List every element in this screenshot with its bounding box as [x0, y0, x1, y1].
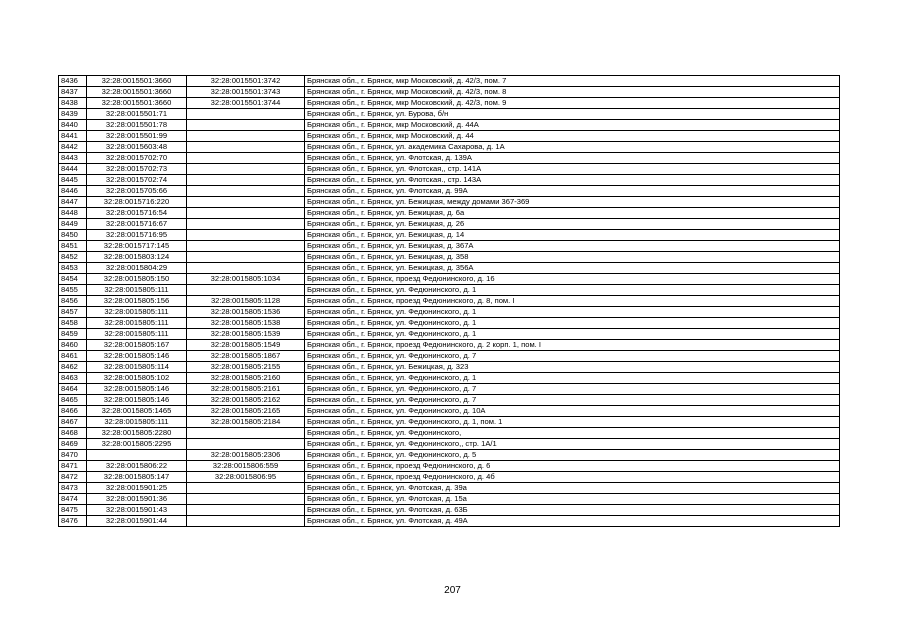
table-row	[59, 362, 840, 373]
address-cell: Брянская обл., г. Брянск, ул. Федюнинского, д. 1	[305, 373, 840, 384]
cadastral-number-cell: 32:28:0015805:146	[87, 395, 187, 406]
object-cadastral-number-cell	[187, 494, 305, 505]
row-number-cell: 8476	[59, 516, 87, 527]
cadastral-number-cell: 32:28:0015901:25	[87, 483, 187, 494]
address-cell: Брянская обл., г. Брянск, ул. Флотская, д. 63Б	[305, 505, 840, 516]
address-cell: Брянская обл., г. Брянск, ул. Федюнинского,	[305, 428, 840, 439]
object-cadastral-number-cell: 32:28:0015805:2162	[187, 395, 305, 406]
address-cell: Брянская обл., г. Брянск, ул. Бежицкая, д. 367А	[305, 241, 840, 252]
object-cadastral-number-cell: 32:28:0015501:3743	[187, 87, 305, 98]
object-cadastral-number-cell	[187, 230, 305, 241]
table-row	[59, 340, 840, 351]
object-cadastral-number-cell	[187, 219, 305, 230]
address-cell: Брянская обл., г. Брянск, ул. Федюнинского, д. 10А	[305, 406, 840, 417]
row-number-cell: 8462	[59, 362, 87, 373]
cadastral-number-cell: 32:28:0015901:44	[87, 516, 187, 527]
address-cell: Брянская обл., г. Брянск, ул. Бежицкая, д. 6а	[305, 208, 840, 219]
table-row	[59, 494, 840, 505]
object-cadastral-number-cell: 32:28:0015805:1539	[187, 329, 305, 340]
cadastral-number-cell: 32:28:0015501:78	[87, 120, 187, 131]
object-cadastral-number-cell	[187, 505, 305, 516]
row-number-cell: 8463	[59, 373, 87, 384]
row-number-cell: 8469	[59, 439, 87, 450]
row-number-cell: 8441	[59, 131, 87, 142]
address-cell: Брянская обл., г. Брянск, ул. Бежицкая, д. 356А	[305, 263, 840, 274]
cadastral-number-cell: 32:28:0015805:111	[87, 307, 187, 318]
table-row	[59, 450, 840, 461]
table-row	[59, 109, 840, 120]
row-number-cell: 8475	[59, 505, 87, 516]
address-cell: Брянская обл., г. Брянск, мкр Московский, д. 42/3, пом. 7	[305, 76, 840, 87]
row-number-cell: 8454	[59, 274, 87, 285]
row-number-cell: 8468	[59, 428, 87, 439]
cadastral-number-cell: 32:28:0015702:70	[87, 153, 187, 164]
object-cadastral-number-cell: 32:28:0015805:2306	[187, 450, 305, 461]
table-row	[59, 263, 840, 274]
cadastral-number-cell: 32:28:0015805:102	[87, 373, 187, 384]
row-number-cell: 8460	[59, 340, 87, 351]
row-number-cell: 8438	[59, 98, 87, 109]
table-row	[59, 439, 840, 450]
row-number-cell: 8449	[59, 219, 87, 230]
table-row	[59, 373, 840, 384]
object-cadastral-number-cell: 32:28:0015805:1536	[187, 307, 305, 318]
cadastral-number-cell: 32:28:0015804:29	[87, 263, 187, 274]
row-number-cell: 8470	[59, 450, 87, 461]
table-row	[59, 516, 840, 527]
table-row	[59, 395, 840, 406]
registry-table	[58, 75, 840, 527]
address-cell: Брянская обл., г. Брянск, проезд Федюнинского, д. 4б	[305, 472, 840, 483]
table-row	[59, 417, 840, 428]
cadastral-number-cell: 32:28:0015501:3660	[87, 76, 187, 87]
table-row	[59, 351, 840, 362]
cadastral-number-cell: 32:28:0015805:111	[87, 417, 187, 428]
cadastral-number-cell: 32:28:0015805:150	[87, 274, 187, 285]
object-cadastral-number-cell: 32:28:0015805:1538	[187, 318, 305, 329]
object-cadastral-number-cell: 32:28:0015805:2160	[187, 373, 305, 384]
page-number: 207	[444, 585, 461, 596]
address-cell: Брянская обл., г. Брянск, ул. Флотская, д. 49А	[305, 516, 840, 527]
row-number-cell: 8440	[59, 120, 87, 131]
object-cadastral-number-cell: 32:28:0015805:1549	[187, 340, 305, 351]
row-number-cell: 8450	[59, 230, 87, 241]
cadastral-number-cell: 32:28:0015805:1465	[87, 406, 187, 417]
object-cadastral-number-cell	[187, 439, 305, 450]
row-number-cell: 8456	[59, 296, 87, 307]
table-row	[59, 307, 840, 318]
row-number-cell: 8473	[59, 483, 87, 494]
row-number-cell: 8474	[59, 494, 87, 505]
row-number-cell: 8453	[59, 263, 87, 274]
cadastral-number-cell: 32:28:0015805:2280	[87, 428, 187, 439]
cadastral-number-cell: 32:28:0015501:3660	[87, 98, 187, 109]
cadastral-number-cell: 32:28:0015805:146	[87, 384, 187, 395]
cadastral-number-cell: 32:28:0015716:54	[87, 208, 187, 219]
table-row	[59, 175, 840, 186]
object-cadastral-number-cell: 32:28:0015805:1867	[187, 351, 305, 362]
row-number-cell: 8466	[59, 406, 87, 417]
object-cadastral-number-cell	[187, 164, 305, 175]
table-row	[59, 164, 840, 175]
address-cell: Брянская обл., г. Брянск, ул. Флотская, д. 15а	[305, 494, 840, 505]
table-row	[59, 384, 840, 395]
address-cell: Брянская обл., г. Брянск, проезд Федюнинского, д. 6	[305, 461, 840, 472]
cadastral-number-cell: 32:28:0015501:3660	[87, 87, 187, 98]
row-number-cell: 8457	[59, 307, 87, 318]
row-number-cell: 8464	[59, 384, 87, 395]
table-row	[59, 285, 840, 296]
address-cell: Брянская обл., г. Брянск, ул. Федюнинского, д. 1	[305, 285, 840, 296]
table-row	[59, 153, 840, 164]
object-cadastral-number-cell	[187, 109, 305, 120]
table-row	[59, 296, 840, 307]
cadastral-number-cell: 32:28:0015806:22	[87, 461, 187, 472]
cadastral-number-cell: 32:28:0015901:36	[87, 494, 187, 505]
cadastral-number-cell: 32:28:0015805:111	[87, 318, 187, 329]
row-number-cell: 8447	[59, 197, 87, 208]
address-cell: Брянская обл., г. Брянск, ул. Федюнинского, д. 1, пом. 1	[305, 417, 840, 428]
cadastral-number-cell: 32:28:0015901:43	[87, 505, 187, 516]
cadastral-number-cell: 32:28:0015702:74	[87, 175, 187, 186]
address-cell: Брянская обл., г. Брянск, мкр Московский, д. 44	[305, 131, 840, 142]
table-row	[59, 461, 840, 472]
cadastral-number-cell: 32:28:0015603:48	[87, 142, 187, 153]
cadastral-number-cell: 32:28:0015805:147	[87, 472, 187, 483]
cadastral-number-cell: 32:28:0015805:111	[87, 285, 187, 296]
address-cell: Брянская обл., г. Брянск, проезд Федюнинского, д. 2 корп. 1, пом. I	[305, 340, 840, 351]
cadastral-number-cell: 32:28:0015805:146	[87, 351, 187, 362]
address-cell: Брянская обл., г. Брянск, проезд Федюнинского, д. 8, пом. I	[305, 296, 840, 307]
address-cell: Брянская обл., г. Брянск, ул. Федюнинского,, стр. 1А/1	[305, 439, 840, 450]
object-cadastral-number-cell	[187, 263, 305, 274]
table-row	[59, 252, 840, 263]
address-cell: Брянская обл., г. Брянск, ул. академика Сахарова, д. 1А	[305, 142, 840, 153]
object-cadastral-number-cell: 32:28:0015806:95	[187, 472, 305, 483]
address-cell: Брянская обл., г. Брянск, ул. Федюнинского, д. 1	[305, 318, 840, 329]
address-cell: Брянская обл., г. Брянск, ул. Федюнинского, д. 7	[305, 351, 840, 362]
row-number-cell: 8442	[59, 142, 87, 153]
address-cell: Брянская обл., г. Брянск, ул. Федюнинского, д. 7	[305, 384, 840, 395]
object-cadastral-number-cell	[187, 428, 305, 439]
table-row	[59, 197, 840, 208]
object-cadastral-number-cell	[187, 186, 305, 197]
table-row	[59, 87, 840, 98]
cadastral-number-cell: 32:28:0015702:73	[87, 164, 187, 175]
address-cell: Брянская обл., г. Брянск, ул. Бежицкая, д. 358	[305, 252, 840, 263]
table-row	[59, 472, 840, 483]
address-cell: Брянская обл., г. Брянск, ул. Флотская, д. 139А	[305, 153, 840, 164]
address-cell: Брянская обл., г. Брянск, ул. Флотская., стр. 143А	[305, 175, 840, 186]
row-number-cell: 8465	[59, 395, 87, 406]
address-cell: Брянская обл., г. Брянск, ул. Флотская, д. 39а	[305, 483, 840, 494]
row-number-cell: 8467	[59, 417, 87, 428]
object-cadastral-number-cell	[187, 516, 305, 527]
row-number-cell: 8458	[59, 318, 87, 329]
cadastral-number-cell: 32:28:0015805:167	[87, 340, 187, 351]
row-number-cell: 8444	[59, 164, 87, 175]
row-number-cell: 8445	[59, 175, 87, 186]
address-cell: Брянская обл., г. Брянск, ул. Федюнинского, д. 1	[305, 329, 840, 340]
cadastral-number-cell: 32:28:0015716:95	[87, 230, 187, 241]
cadastral-number-cell: 32:28:0015501:99	[87, 131, 187, 142]
object-cadastral-number-cell	[187, 483, 305, 494]
object-cadastral-number-cell	[187, 252, 305, 263]
address-cell: Брянская обл., г. Брянск, ул. Флотская,, стр. 141А	[305, 164, 840, 175]
address-cell: Брянская обл., г. Брянск, ул. Флотская, д. 99А	[305, 186, 840, 197]
table-row	[59, 505, 840, 516]
address-cell: Брянская обл., г. Брянск, ул. Федюнинского, д. 1	[305, 307, 840, 318]
cadastral-number-cell: 32:28:0015803:124	[87, 252, 187, 263]
row-number-cell: 8437	[59, 87, 87, 98]
table-row	[59, 318, 840, 329]
row-number-cell: 8472	[59, 472, 87, 483]
address-cell: Брянская обл., г. Брянск, ул. Бежицкая, д. 26	[305, 219, 840, 230]
address-cell: Брянская обл., г. Брянск, ул. Бурова, б/н	[305, 109, 840, 120]
object-cadastral-number-cell: 32:28:0015805:2184	[187, 417, 305, 428]
row-number-cell: 8436	[59, 76, 87, 87]
object-cadastral-number-cell: 32:28:0015805:2155	[187, 362, 305, 373]
cadastral-number-cell: 32:28:0015716:220	[87, 197, 187, 208]
address-cell: Брянская обл., г. Брянск, мкр Московский, д. 42/3, пом. 8	[305, 87, 840, 98]
address-cell: Брянская обл., г. Брянск, проезд Федюнинского, д. 16	[305, 274, 840, 285]
cadastral-number-cell: 32:28:0015805:156	[87, 296, 187, 307]
table-row	[59, 406, 840, 417]
row-number-cell: 8452	[59, 252, 87, 263]
table-row	[59, 131, 840, 142]
object-cadastral-number-cell	[187, 285, 305, 296]
object-cadastral-number-cell	[187, 241, 305, 252]
cadastral-number-cell: 32:28:0015805:111	[87, 329, 187, 340]
row-number-cell: 8439	[59, 109, 87, 120]
cadastral-number-cell: 32:28:0015717:145	[87, 241, 187, 252]
table-row	[59, 274, 840, 285]
row-number-cell: 8448	[59, 208, 87, 219]
table-row	[59, 98, 840, 109]
table-row	[59, 186, 840, 197]
cadastral-number-cell: 32:28:0015805:114	[87, 362, 187, 373]
address-cell: Брянская обл., г. Брянск, ул. Бежицкая, д. 14	[305, 230, 840, 241]
cadastral-number-cell	[87, 450, 187, 461]
object-cadastral-number-cell	[187, 131, 305, 142]
address-cell: Брянская обл., г. Брянск, мкр Московский, д. 44А	[305, 120, 840, 131]
address-cell: Брянская обл., г. Брянск, мкр Московский, д. 42/3, пом. 9	[305, 98, 840, 109]
object-cadastral-number-cell	[187, 208, 305, 219]
object-cadastral-number-cell: 32:28:0015805:1034	[187, 274, 305, 285]
address-cell: Брянская обл., г. Брянск, ул. Федюнинского, д. 7	[305, 395, 840, 406]
address-cell: Брянская обл., г. Брянск, ул. Бежицкая, д. 323	[305, 362, 840, 373]
row-number-cell: 8459	[59, 329, 87, 340]
address-cell: Брянская обл., г. Брянск, ул. Бежицкая, между домами 367-369	[305, 197, 840, 208]
object-cadastral-number-cell	[187, 142, 305, 153]
row-number-cell: 8471	[59, 461, 87, 472]
table-row	[59, 76, 840, 87]
table-row	[59, 230, 840, 241]
row-number-cell: 8443	[59, 153, 87, 164]
registry-table-body	[59, 76, 840, 527]
object-cadastral-number-cell: 32:28:0015501:3742	[187, 76, 305, 87]
object-cadastral-number-cell	[187, 120, 305, 131]
address-cell: Брянская обл., г. Брянск, ул. Федюнинского, д. 5	[305, 450, 840, 461]
table-row	[59, 120, 840, 131]
row-number-cell: 8455	[59, 285, 87, 296]
table-row	[59, 208, 840, 219]
row-number-cell: 8451	[59, 241, 87, 252]
object-cadastral-number-cell: 32:28:0015805:1128	[187, 296, 305, 307]
object-cadastral-number-cell: 32:28:0015501:3744	[187, 98, 305, 109]
object-cadastral-number-cell	[187, 153, 305, 164]
cadastral-number-cell: 32:28:0015716:67	[87, 219, 187, 230]
object-cadastral-number-cell: 32:28:0015806:559	[187, 461, 305, 472]
cadastral-number-cell: 32:28:0015705:66	[87, 186, 187, 197]
object-cadastral-number-cell: 32:28:0015805:2161	[187, 384, 305, 395]
table-row	[59, 142, 840, 153]
table-row	[59, 219, 840, 230]
table-row	[59, 241, 840, 252]
row-number-cell: 8446	[59, 186, 87, 197]
table-row	[59, 428, 840, 439]
table-row	[59, 483, 840, 494]
cadastral-number-cell: 32:28:0015501:71	[87, 109, 187, 120]
cadastral-number-cell: 32:28:0015805:2295	[87, 439, 187, 450]
row-number-cell: 8461	[59, 351, 87, 362]
object-cadastral-number-cell	[187, 197, 305, 208]
table-row	[59, 329, 840, 340]
object-cadastral-number-cell	[187, 175, 305, 186]
object-cadastral-number-cell: 32:28:0015805:2165	[187, 406, 305, 417]
